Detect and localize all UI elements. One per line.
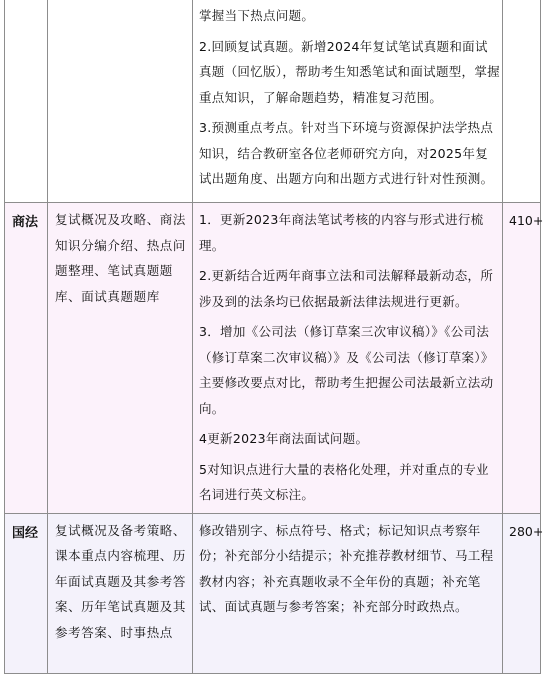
course-content-table — [4, 0, 541, 674]
content-cell — [193, 203, 503, 514]
topics-cell — [48, 513, 193, 673]
material-count: 410+ — [509, 213, 543, 228]
topics-cell — [48, 0, 193, 203]
topics-text: 复试概况及攻略、商法知识分编介绍、热点问题整理、笔试真题题库、面试真题题库 — [55, 212, 187, 304]
subject-label — [5, 0, 47, 5]
table-row — [5, 0, 541, 203]
content-paragraph: 掌握当下热点问题。 — [199, 8, 315, 23]
table-row — [5, 513, 541, 673]
subject-cell — [5, 513, 48, 673]
count-cell — [503, 203, 541, 514]
content-paragraph: 2.更新结合近两年商事立法和司法解释最新动态，所涉及到的法条均已依据最新法律法规进行更新。 — [199, 268, 494, 309]
content-paragraph: 3.预测重点考点。针对当下环境与资源保护法学热点知识，结合教研室各位老师研究方向，对2025年复试出题角度、出题方向和出题方式进行针对性预测。 — [199, 120, 494, 186]
count-cell — [503, 513, 541, 673]
subject-cell — [5, 203, 48, 514]
count-cell — [503, 0, 541, 203]
content-paragraph: 修改错别字、标点符号、格式；标记知识点考察年份；补充部分小结提示；补充推荐教材细节、马工程教材内容；补充真题收录不全年份的真题；补充笔试、面试真题与参考答案；补充部分时政热点。 — [199, 522, 494, 614]
content-paragraph: 4更新2023年商法面试问题。 — [199, 431, 369, 446]
topics-text: 复试概况及备考策略、课本重点内容梳理、历年面试真题及其参考答案、历年笔试真题及其参考答案、时事热点 — [55, 522, 187, 640]
content-paragraph: 2.回顾复试真题。新增2024年复试笔试真题和面试真题（回忆版），帮助考生知悉笔试和面试题型，掌握重点知识，了解命题趋势，精准复习范围。 — [199, 38, 500, 105]
subject-cell — [5, 0, 48, 203]
content-cell — [193, 513, 503, 673]
content-cell — [193, 0, 503, 203]
subject-label: 国经 — [12, 525, 39, 541]
content-paragraph: 1．更新2023年商法笔试考核的内容与形式进行梳理。 — [199, 212, 484, 253]
material-count: 280+ — [509, 523, 543, 539]
table-row — [5, 203, 541, 514]
topics-cell — [48, 203, 193, 514]
content-paragraph: 5对知识点进行大量的表格化处理，并对重点的专业名词进行英文标注。 — [199, 461, 489, 502]
material-count — [503, 0, 540, 7]
subject-label: 商法 — [12, 215, 39, 230]
topics-text — [48, 0, 192, 1]
content-paragraph: 3．增加《公司法（修订草案三次审议稿）》《公司法（修订草案二次审议稿）》及《公司法（修订草案）》主要修改要点对比，帮助考生把握公司法最新立法动向。 — [199, 324, 494, 416]
